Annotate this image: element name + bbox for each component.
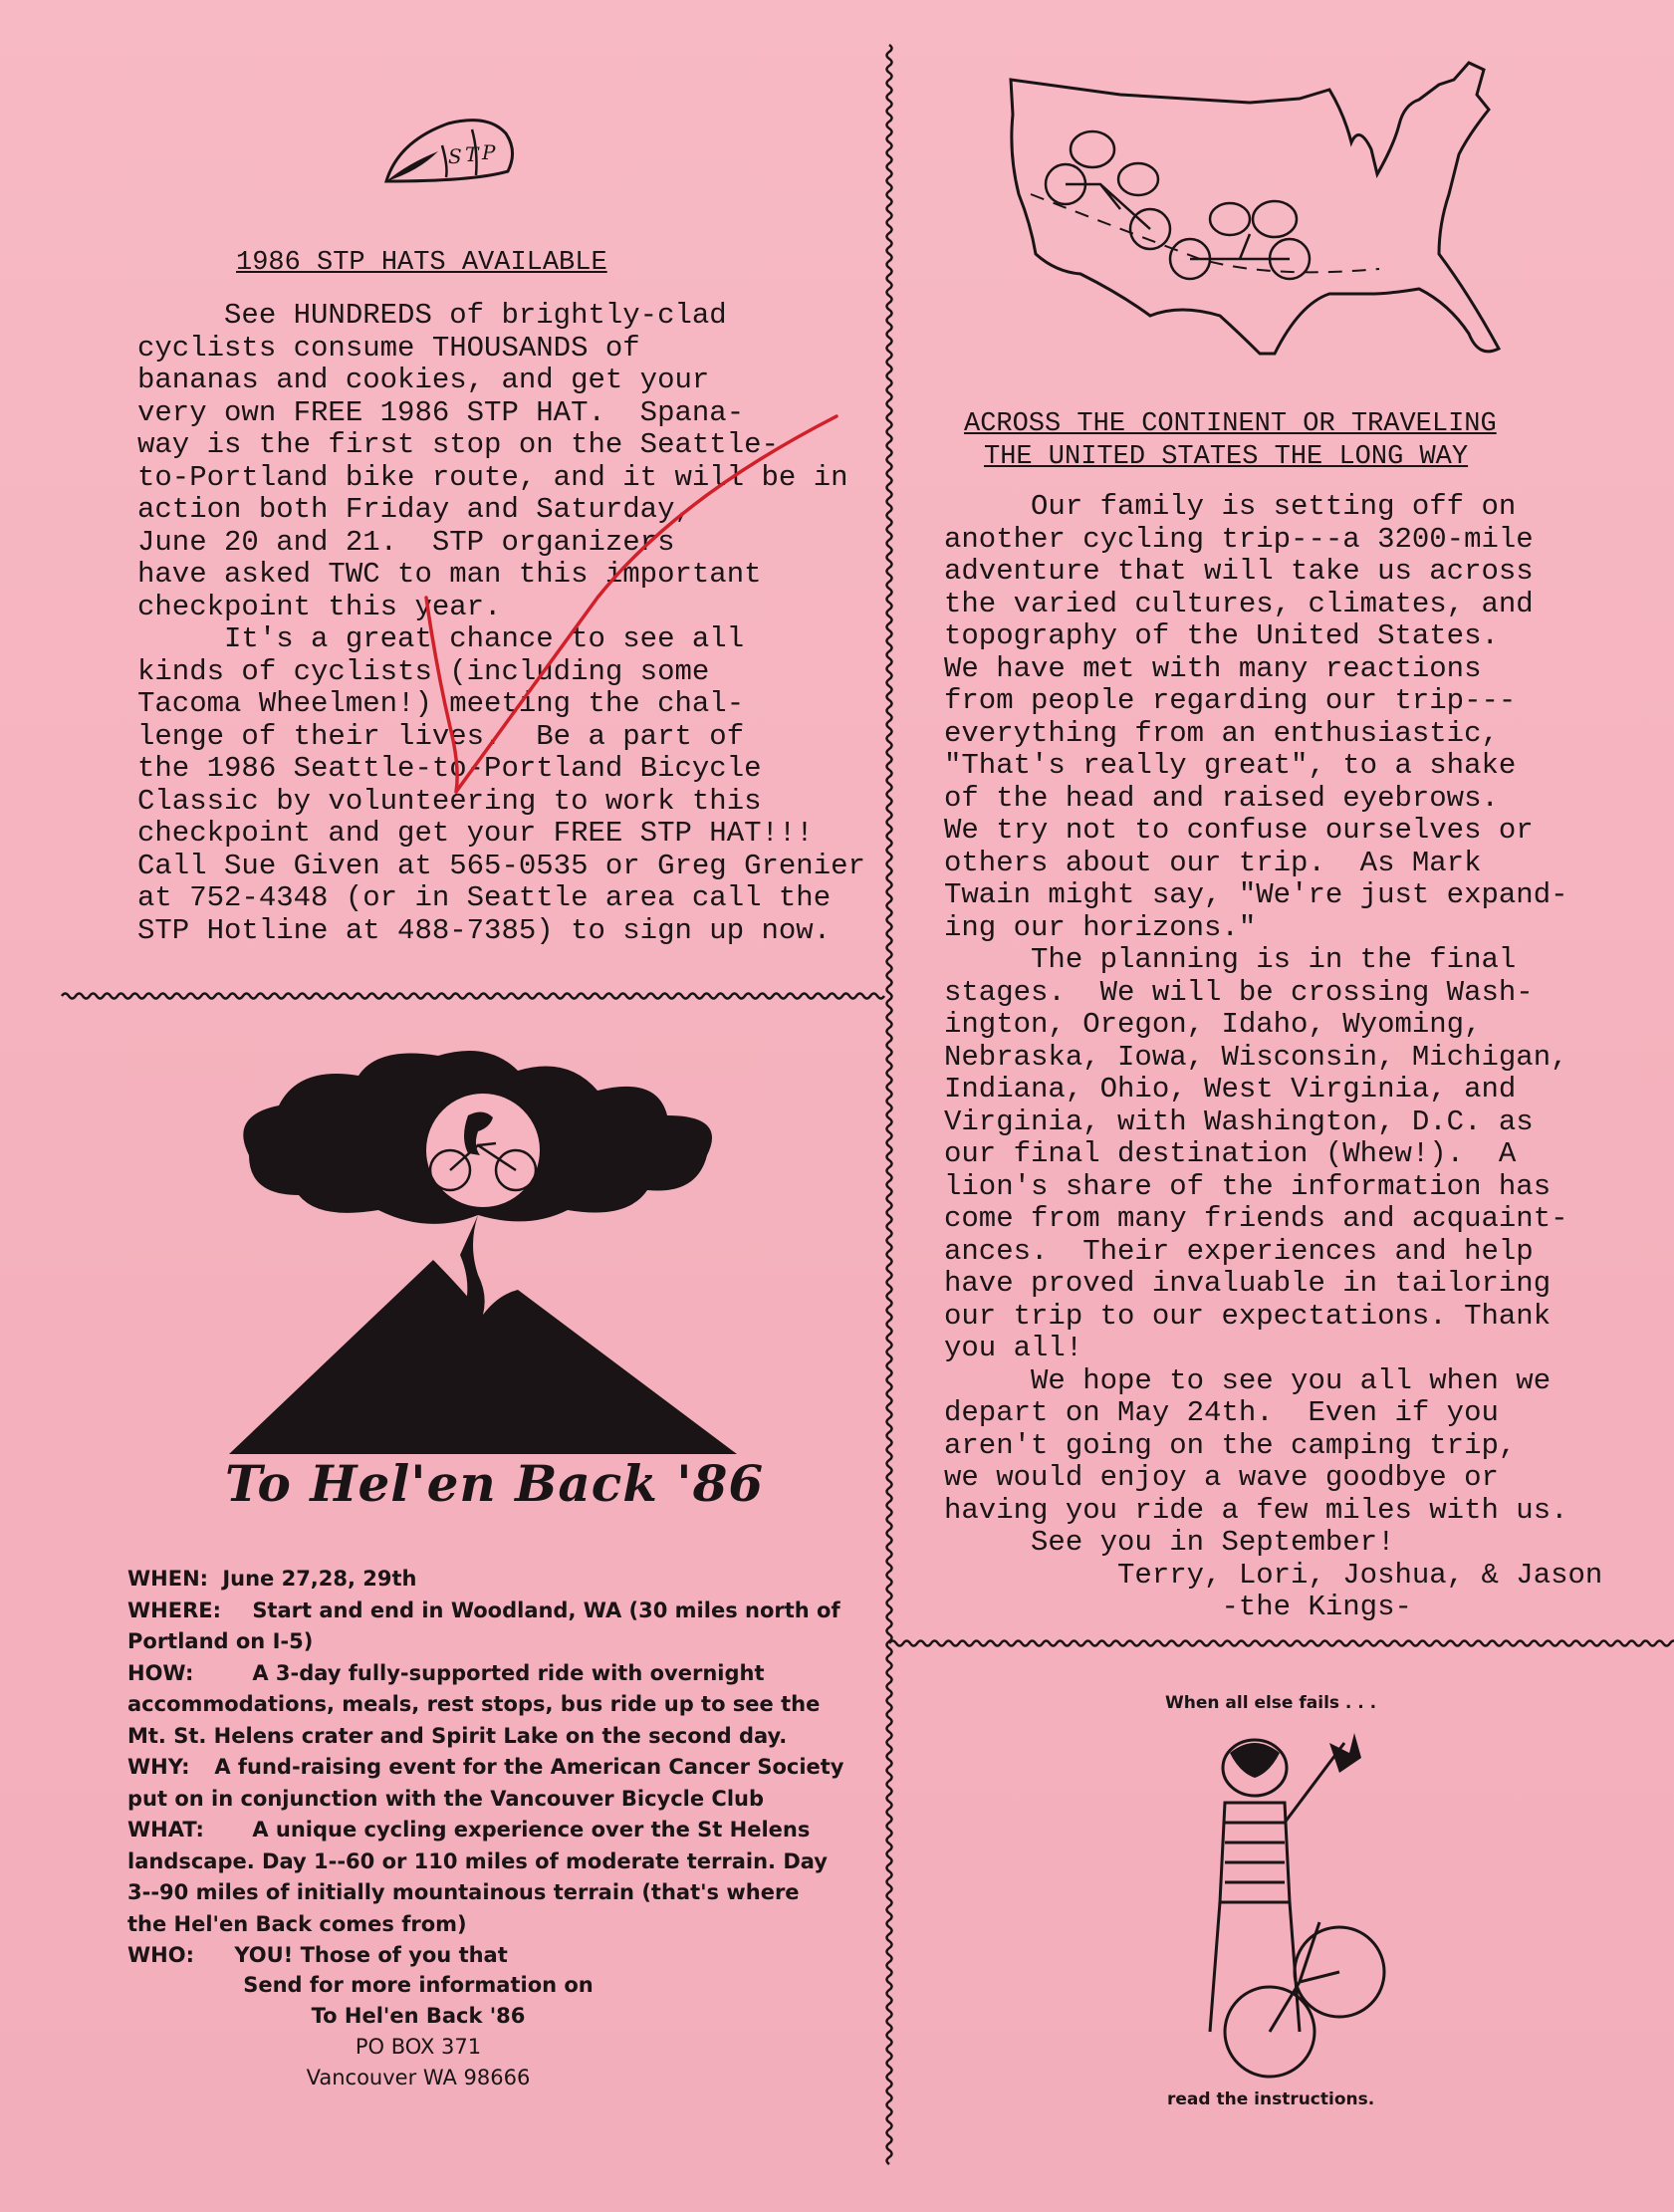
stp-article-line: Tacoma Wheelmen!) meeting the chal- bbox=[137, 687, 745, 720]
stp-article-line: See HUNDREDS of brightly-clad bbox=[137, 299, 727, 332]
stp-hat-illustration bbox=[378, 112, 528, 191]
stp-article-line: June 20 and 21. STP organizers bbox=[137, 525, 675, 559]
vertical-wavy-divider bbox=[879, 45, 899, 2166]
across-article-line: We hope to see you all when we bbox=[944, 1363, 1552, 1397]
stp-article-line: way is the first stop on the Seattle- bbox=[137, 428, 779, 461]
stp-article-line: STP Hotline at 488-7385) to sign up now. bbox=[137, 913, 832, 947]
helen-back-title: To Hel'en Back '86 bbox=[225, 1454, 765, 1513]
across-article-line: Indiana, Ohio, West Virginia, and bbox=[944, 1073, 1517, 1106]
across-article-line: our trip to our expectations. Thank bbox=[944, 1299, 1552, 1333]
across-article-line: aren't going on the camping trip, bbox=[944, 1428, 1517, 1462]
across-article-line: ances. Their experiences and help bbox=[944, 1234, 1534, 1268]
helen-who-row: WHO: YOU! Those of you that bbox=[127, 1943, 508, 1967]
across-article-line: stages. We will be crossing Wash- bbox=[944, 975, 1534, 1009]
stp-article-line: at 752-4348 (or in Seattle area call the bbox=[137, 881, 832, 914]
across-article-line: ington, Oregon, Idaho, Wyoming, bbox=[944, 1008, 1482, 1041]
across-article-line: everything from an enthusiastic, bbox=[944, 716, 1499, 750]
horizontal-wavy-divider-right bbox=[889, 1633, 1674, 1653]
helen-mailing-address: Send for more information on To Hel'en Back '86 PO BOX 371 Vancouver WA 98666 bbox=[243, 1973, 594, 2089]
stp-article-line: have asked TWC to man this important bbox=[137, 558, 762, 591]
across-article-line: Virginia, with Washington, D.C. as bbox=[944, 1105, 1534, 1138]
across-article-line: come from many friends and acquaint- bbox=[944, 1202, 1568, 1235]
across-article-line: another cycling trip---a 3200-mile bbox=[944, 522, 1534, 556]
across-article-body bbox=[944, 491, 1602, 1624]
stp-article-line: It's a great chance to see all bbox=[137, 622, 745, 655]
across-article-line: The planning is in the final bbox=[944, 943, 1517, 976]
across-article-line: Nebraska, Iowa, Wisconsin, Michigan, bbox=[944, 1040, 1568, 1074]
stp-article-line: kinds of cyclists (including some bbox=[137, 654, 710, 688]
across-article-line: Twain might say, "We're just expand- bbox=[944, 878, 1568, 911]
across-article-line: topography of the United States. bbox=[944, 619, 1499, 652]
stp-article-line: to-Portland bike route, and it will be in bbox=[137, 460, 848, 494]
svg-text:S: S bbox=[448, 144, 462, 168]
across-article-line: -the Kings- bbox=[944, 1591, 1412, 1623]
across-article-line: "That's really great", to a shake bbox=[944, 749, 1517, 782]
helen-when-row: WHEN: June 27,28, 29th bbox=[127, 1567, 417, 1591]
across-article-line: Terry, Lori, Joshua, & Jason bbox=[944, 1558, 1603, 1592]
stp-article-line: action both Friday and Saturday, bbox=[137, 493, 692, 526]
stp-article-line: Call Sue Given at 565-0535 or Greg Grenier bbox=[137, 849, 865, 882]
across-article-line: others about our trip. As Mark bbox=[944, 846, 1482, 879]
stp-article-line: Classic by volunteering to work this bbox=[137, 784, 762, 818]
stp-article-line: checkpoint and get your FREE STP HAT!!! bbox=[137, 817, 814, 850]
across-headline-line2: THE UNITED STATES THE LONG WAY bbox=[984, 442, 1469, 472]
stp-article-line: the 1986 Seattle-to-Portland Bicycle bbox=[137, 752, 762, 785]
across-article-line: having you ride a few miles with us. bbox=[944, 1493, 1568, 1527]
across-article-line: See you in September! bbox=[944, 1526, 1395, 1559]
helen-what-row: WHAT: A unique cycling experience over the St Helens landscape. Day 1--60 or 110 miles of moderate terrain. Day 3--90 miles of initially mountainous terrain (that's where the Hel'en Back comes from) bbox=[127, 1818, 828, 1936]
helen-where-row: WHERE: Start and end in Woodland, WA (30 miles north of Portland on I-5) bbox=[127, 1598, 840, 1653]
across-article-line: of the head and raised eyebrows. bbox=[944, 781, 1499, 815]
stp-article-line: bananas and cookies, and get your bbox=[137, 364, 710, 396]
helen-why-row: WHY: A fund-raising event for the American Cancer Society put on in conjunction with the Vancouver Bicycle Club bbox=[127, 1755, 844, 1811]
red-check-mark bbox=[398, 408, 856, 866]
across-article-line: you all! bbox=[944, 1332, 1083, 1364]
helen-back-details bbox=[127, 1564, 844, 1972]
across-article-line: adventure that will take us across bbox=[944, 555, 1534, 588]
across-headline-line1: ACROSS THE CONTINENT OR TRAVELING bbox=[964, 409, 1497, 439]
across-article-line: our final destination (Whew!). A bbox=[944, 1137, 1517, 1170]
horizontal-wavy-divider-left bbox=[62, 986, 888, 1006]
usa-map-tandem-bikes-illustration bbox=[1001, 55, 1519, 383]
chimp-with-bicycle-illustration bbox=[1180, 1733, 1419, 2091]
svg-text:P: P bbox=[482, 140, 496, 164]
across-article-line: We have met with many reactions bbox=[944, 651, 1482, 685]
stp-article-line: lenge of their lives. Be a part of bbox=[137, 719, 745, 753]
across-article-line: depart on May 24th. Even if you bbox=[944, 1396, 1499, 1429]
stp-headline: 1986 STP HATS AVAILABLE bbox=[236, 248, 607, 278]
across-article-line: lion's share of the information has bbox=[944, 1169, 1552, 1203]
stp-article-line: checkpoint this year. bbox=[137, 590, 502, 623]
svg-text:T: T bbox=[465, 142, 479, 166]
across-article-line: from people regarding our trip--- bbox=[944, 684, 1517, 717]
volcano-cloud-cyclist-illustration bbox=[229, 1046, 747, 1454]
cartoon-caption-top: When all else fails . . . bbox=[1165, 1693, 1377, 1713]
across-article-line: we would enjoy a wave goodbye or bbox=[944, 1461, 1499, 1494]
across-article-line: have proved invaluable in tailoring bbox=[944, 1267, 1552, 1300]
helen-how-row: HOW: A 3-day fully-supported ride with overnight accommodations, meals, rest stops, bus ride up to see the Mt. St. Helens crater and Spirit Lake on the second day. bbox=[127, 1660, 821, 1748]
across-article-line: Our family is setting off on bbox=[944, 490, 1517, 523]
stp-article-line: cyclists consume THOUSANDS of bbox=[137, 331, 640, 365]
stp-article-line: very own FREE 1986 STP HAT. Spana- bbox=[137, 395, 745, 429]
cartoon-caption-bottom: read the instructions. bbox=[1167, 2089, 1375, 2109]
across-article-line: the varied cultures, climates, and bbox=[944, 587, 1534, 620]
across-article-line: We try not to confuse ourselves or bbox=[944, 814, 1534, 847]
across-article-line: ing our horizons." bbox=[944, 910, 1257, 944]
